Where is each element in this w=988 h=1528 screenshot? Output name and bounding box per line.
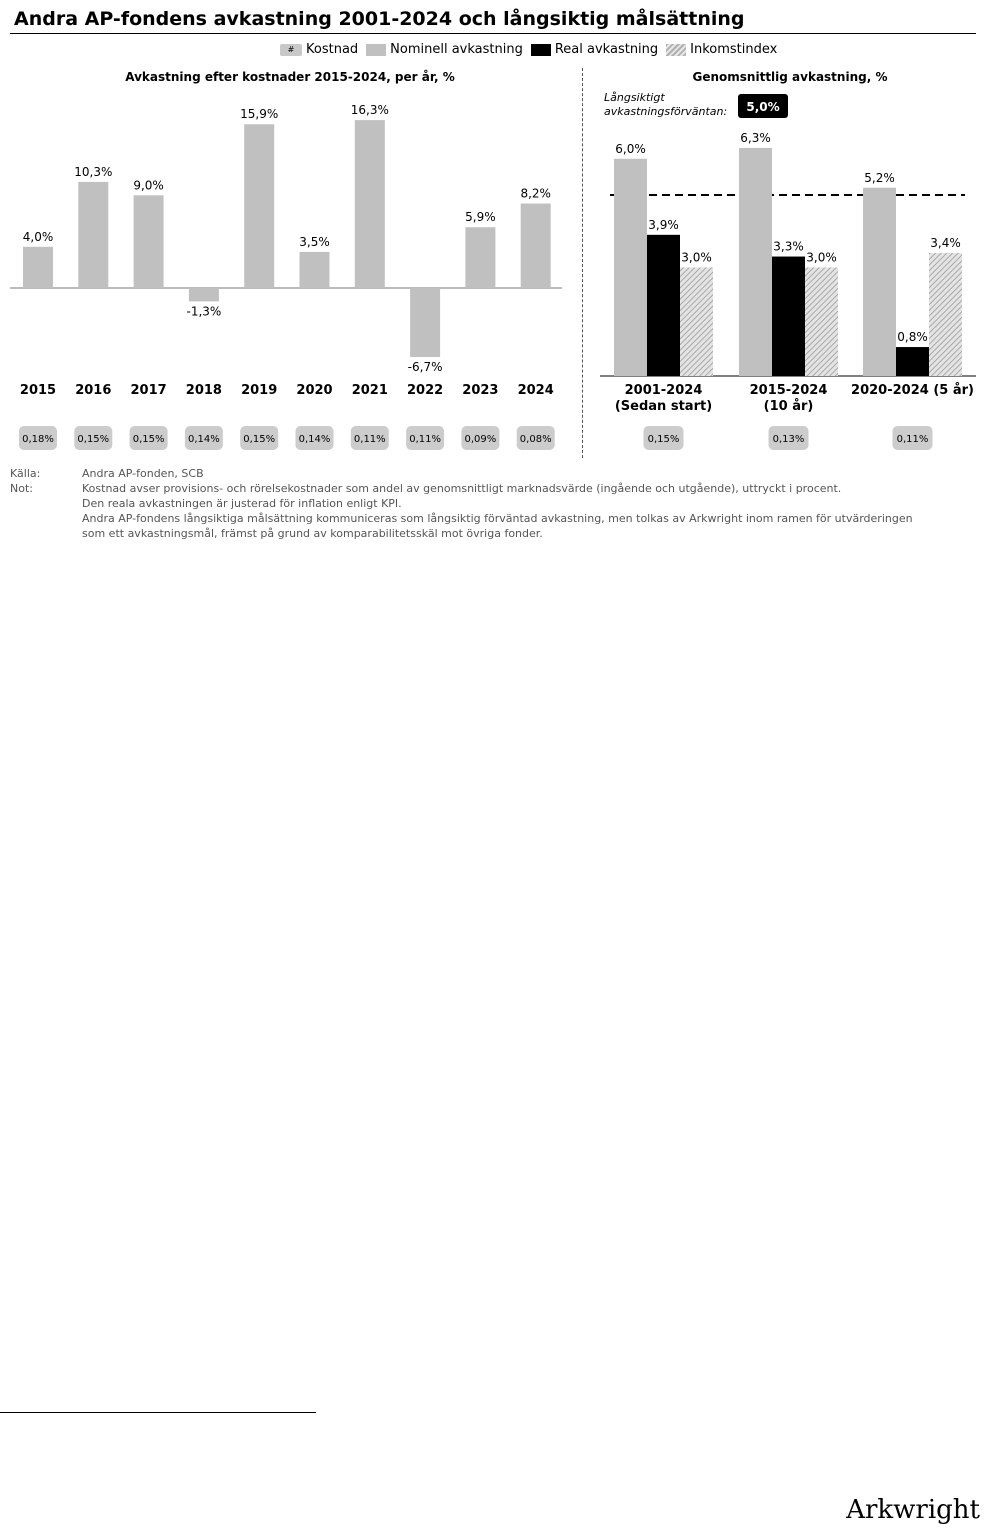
bar-value-label: 8,2% — [520, 186, 551, 201]
bar-nominal — [614, 159, 647, 376]
bar-nominal-2024 — [521, 204, 551, 288]
year-tick-label: 2015 — [19, 383, 57, 398]
bar-value-label: 6,3% — [740, 130, 771, 145]
cost-badge-label: 0,09% — [464, 434, 497, 445]
bar-value-label: 3,9% — [648, 217, 679, 232]
bar-real — [772, 257, 805, 376]
bar-nominal-2015 — [23, 247, 53, 288]
year-tick-label: 2019 — [241, 383, 278, 398]
year-tick-label: 2021 — [351, 383, 388, 398]
cost-badge-label: 0,15% — [77, 434, 110, 445]
period-tick-label: 2001-2024 — [624, 383, 703, 398]
left-bar-chart — [10, 103, 562, 450]
bar-value-label: 3,0% — [806, 250, 837, 265]
cost-badge-label: 0,08% — [519, 434, 552, 445]
charts-canvas — [0, 0, 988, 470]
left-chart-title: Avkastning efter kostnader 2015-2024, per år, % — [125, 70, 455, 84]
source-text: Andra AP-fonden, SCB — [82, 467, 204, 480]
legend-nominal-label: Nominell avkastning — [390, 42, 523, 57]
cost-badge-label: 0,14% — [298, 434, 331, 445]
footnote-rule — [0, 1412, 316, 1413]
note-line: Den reala avkastningen är justerad för inflation enligt KPI. — [82, 497, 402, 510]
note-line: Andra AP-fondens långsiktiga målsättning kommuniceras som långsiktig förväntad avkastning, men tolkas av Arkwright inom ramen för utvärderingen — [82, 512, 913, 525]
cost-badge-label: 0,18% — [22, 434, 54, 445]
source-label: Källa: — [10, 467, 41, 480]
period-tick-label: 2015-2024 — [749, 383, 828, 398]
period-tick-label: 2020-2024 (5 år) — [851, 383, 974, 398]
year-tick-label: 2024 — [517, 383, 554, 398]
bar-value-label: 9,0% — [133, 178, 164, 193]
cost-badge-label: 0,15% — [243, 434, 276, 445]
bar-value-label: 3,4% — [930, 235, 961, 250]
bar-income — [680, 267, 713, 376]
cost-badge-label: 0,15% — [647, 434, 680, 445]
cost-badge-label: 0,11% — [353, 434, 386, 445]
period-tick-label: (Sedan start) — [614, 399, 713, 414]
year-tick-label: 2023 — [462, 383, 499, 398]
legend-income-label: Inkomstindex — [690, 42, 778, 57]
target-label-line1: Långsiktigt — [604, 91, 665, 104]
bar-nominal — [739, 148, 772, 376]
bar-nominal-2020 — [300, 252, 330, 288]
bar-real — [647, 235, 680, 376]
year-tick-label: 2018 — [185, 383, 222, 398]
cost-badge-label: 0,15% — [132, 434, 165, 445]
legend-real-label: Real avkastning — [554, 42, 659, 57]
bar-nominal-2019 — [244, 124, 274, 288]
bar-real — [896, 347, 929, 376]
bar-value-label: 6,0% — [615, 141, 646, 156]
bar-value-label: 5,9% — [465, 210, 496, 225]
bar-nominal-2017 — [134, 195, 164, 288]
bar-value-label: 4,0% — [22, 229, 54, 244]
bar-value-label: 3,0% — [681, 250, 712, 265]
target-value-label: 5,0% — [746, 100, 780, 114]
period-tick-label: (10 år) — [763, 399, 814, 414]
bar-nominal-2016 — [78, 182, 108, 288]
year-tick-label: 2022 — [407, 383, 444, 398]
bar-value-label: -6,7% — [407, 360, 443, 375]
legend-cost-label: Kostnad — [306, 42, 359, 57]
note-label: Not: — [10, 482, 33, 495]
right-chart-title: Genomsnittlig avkastning, % — [692, 70, 888, 84]
bar-nominal-2021 — [355, 120, 385, 288]
bar-value-label: 5,2% — [864, 170, 895, 185]
chart-title: Andra AP-fondens avkastning 2001-2024 och långsiktig målsättning — [14, 8, 745, 30]
target-label-line2: avkastningsförväntan: — [604, 105, 728, 118]
bar-income — [929, 253, 962, 376]
bar-value-label: 3,5% — [299, 234, 330, 249]
bar-value-label: 10,3% — [74, 164, 113, 179]
bar-value-label: 16,3% — [350, 103, 389, 118]
year-tick-label: 2016 — [75, 383, 112, 398]
bar-value-label: 15,9% — [240, 107, 279, 122]
bar-nominal-2023 — [465, 227, 495, 288]
bar-nominal — [863, 188, 896, 376]
year-tick-label: 2017 — [130, 383, 167, 398]
note-line: Kostnad avser provisions- och rörelsekostnader som andel av genomsnittligt marknadsvärde (ingående och utgående), uttryckt i procent. — [82, 482, 842, 495]
legend-cost-swatch: # — [280, 44, 302, 56]
cost-badge-label: 0,13% — [772, 434, 805, 445]
bar-value-label: 3,3% — [773, 239, 804, 254]
bar-value-label: -1,3% — [186, 304, 222, 319]
bar-value-label: 0,8% — [897, 330, 928, 345]
bar-nominal-2022 — [410, 288, 440, 357]
bar-income — [805, 267, 838, 376]
cost-badge-label: 0,11% — [896, 434, 929, 445]
arkwright-logo: Arkwright — [846, 1495, 980, 1525]
right-bar-chart — [600, 91, 976, 450]
cost-badge-label: 0,14% — [188, 434, 220, 445]
year-tick-label: 2020 — [296, 383, 333, 398]
bar-nominal-2018 — [189, 288, 219, 301]
cost-badge-label: 0,11% — [409, 434, 441, 445]
note-line: som ett avkastningsmål, främst på grund av komparabilitetsskäl mot övriga fonder. — [82, 527, 543, 540]
